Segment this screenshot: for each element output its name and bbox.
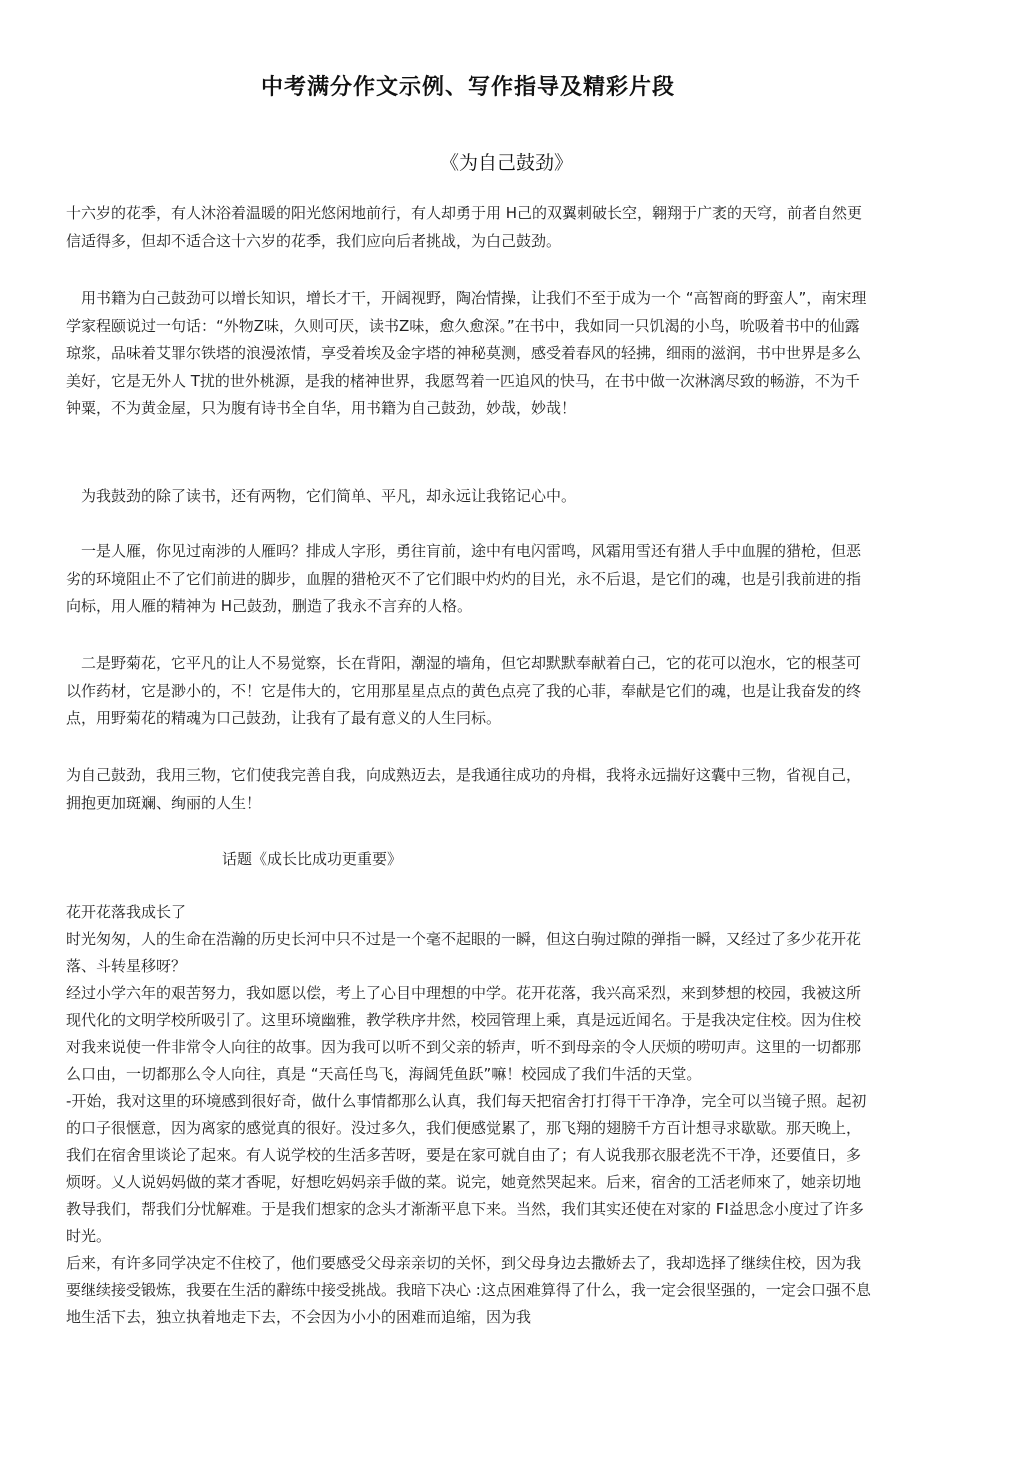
- essay-paragraph-5: 二是野菊花，它平凡的让人不易觉察，长在背阳，潮湿的墙角，但它却默默奉献着白己，它的花可以泡水，它的根茎可以作药材，它是渺小的，不！它是伟大的，它用那星星点点的黄色点亮了我的心菲，奉献是它们的魂，也是让我奋发的终点，用野菊花的精魂为口己鼓劲，让我有了最有意义的人生冃标。: [66, 654, 862, 727]
- essay-paragraph-3: 为我鼓劲的除了读书，还有两物，它们简单、平凡，却永远让我铭记心中。: [81, 487, 577, 505]
- essay-paragraph-1: 十六岁的花季，有人沐浴着温暖的阳光悠闲地前行，有人却勇于用 H己的双翼刺破长空，翱翔于广袤的天穹，前者自然更信适得多，但却不适合这十六岁的花季，我们应向后者挑战，为白己鼓劲。: [66, 204, 863, 250]
- document-title: 中考满分作文示例、写作指导及精彩片段: [260, 75, 675, 100]
- essay2-paragraph-4: 后来，有许多同学决定不住校了，他们要感受父母亲亲切的关怀，到父母身边去撒娇去了，我却选择了继续住校，因为我要继续接受锻炼，我要在生活的辭练中接受挑战。我暗下决心 :这点困难算得了什么，我一定会很坚强的，一定会口强不息地生活下去，独立执着地走下去，不会因为小小的困难而追缩，因为我: [66, 1254, 871, 1326]
- essay-paragraph-4: 一是人雁，你见过南涉的人雁吗？排成人字形，勇往肓前，途中有电闪雷鸣，风霜用雪还有猎人手中血腥的猎枪，但恶劣的环境阻止不了它们前进的脚步，血腥的猎枪灭不了它们眼中灼灼的目光，永不后退，是它们的魂，也是引我前进的指向标，用人雁的精神为 H己鼓劲，删造了我永不言弃的人格。: [66, 542, 862, 615]
- topic-title: 话题《成长比成功更重要》: [222, 850, 403, 868]
- essay2-body: [66, 899, 872, 1331]
- essay2-heading: 花开花落我成长了: [66, 903, 187, 921]
- essay2-paragraph-1: 时光匆匆，人的生命在浩瀚的历史长河中只不过是一个毫不起眼的一瞬，但这白驹过隙的弹指一瞬，又经过了多少花开花落、斗转星移呀？: [66, 930, 862, 975]
- essay-title: 《为自己鼓劲》: [440, 152, 574, 174]
- essay2-paragraph-3: -开始，我对这里的环境感到很好奇，做什么事情都那么认真，我们每天把宿舍打打得干干净净，完全可以当镜子照。起初的口子很惬意，因为离家的感觉真的很好。没过多久，我们便感觉累了，那飞翔的翅膀千方百计想寻求歇歇。那天晚上，我们在宿舍里谈论了起來。有人说学校的生活多苦呀，要是在家可就自由了；有人说我那衣服老洗不干净，还要值日，多烦呀。乂人说妈妈做的菜才香呢，好想吃妈妈亲手做的菜。说完，她竟然哭起来。后来，宿舍的工活老师來了，她亲切地教导我们，帮我们分忧解难。于是我们想家的念头才渐渐平息下来。当然，我们其实还使在对家的 FI益思念小度过了许多时光。: [66, 1092, 867, 1245]
- essay-paragraph-2: 用书籍为白己鼓劲可以增长知识，增长才干，开阔视野，陶冶情操，让我们不至于成为一个 “高智商的野蛮人”，南宋理学家程颐说过一句话：“外物Z味，久则可厌，读书Z味，愈久愈深。”在书中，我如同一只饥渴的小鸟，吮吸着书中的仙露琼浆，品味着艾罪尔铁塔的浪漫浓情，享受着埃及金字塔的神秘莫测，感受着春风的轻拂，细雨的滋润，书中世界是多么美好，它是无外人 T扰的世外桃源，是我的楮神世界，我愿驾着一匹追风的快马，在书中做一次淋漓尽致的畅游，不为千钟粟，不为黄金屋，只为腹有诗书全自华，用书籍为自己鼓劲，妙哉，妙哉！: [66, 289, 867, 417]
- essay2-paragraph-2: 经过小学六年的艰苦努力，我如愿以偿，考上了心目中理想的中学。花开花落，我兴高采烈，来到梦想的校园，我被这所现代化的文明学校所吸引了。这里环境幽雅，教学秩序井然，校园管理上乘，真是远近闻名。于是我决定住校。因为住校对我来说使一件非常令人向往的故事。因为我可以听不到父亲的轿声，听不到母亲的令人厌烦的唠叨声。这里的一切都那么口由，一切都那么令人向往，真是 “天高任鸟飞，海阔凭鱼跃”嘛！校园成了我们牛活的天堂。: [66, 984, 862, 1083]
- essay-paragraph-6: 为自己鼓劲，我用三物，它们使我完善自我，向成熟迈去，是我通往成功的舟楫，我将永远揣好这囊中三物，省视自己，拥抱更加斑斓、绚丽的人生！: [66, 766, 862, 812]
